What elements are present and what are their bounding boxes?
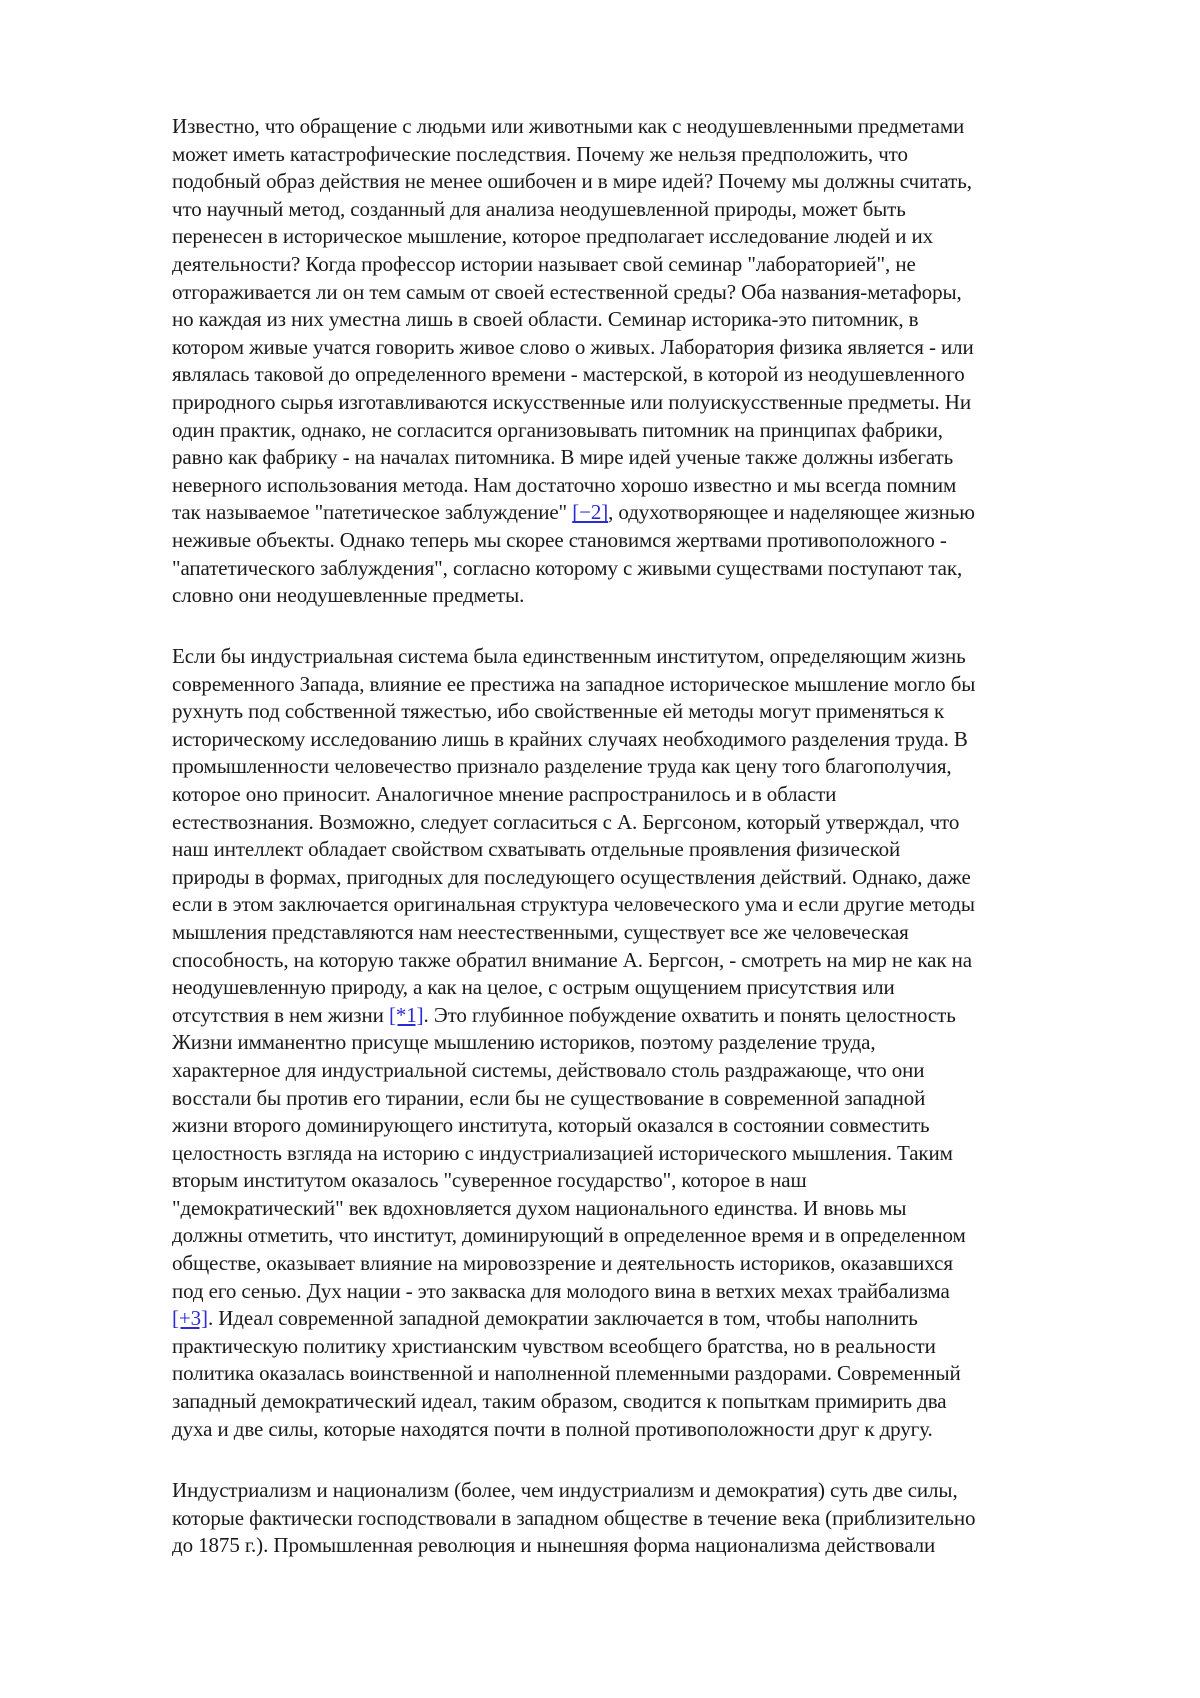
text-segment: подобный образ действия не менее ошибочен и в мире идей? Почему мы должны считать, (172, 169, 972, 193)
text-segment: Жизни имманентно присуще мышлению историков, поэтому разделение труда, (172, 1030, 876, 1054)
text-segment: "демократический" век вдохновляется духом национального единства. И вновь мы (172, 1196, 906, 1220)
text-line (172, 781, 1132, 809)
text-segment: Индустриализм и национализм (более, чем индустриализм и демократия) суть две силы, (172, 1478, 958, 1502)
text-line (172, 1057, 1132, 1085)
text-line (172, 643, 1132, 671)
text-segment: современного Запада, влияние ее престижа на западное историческое мышление могло бы (172, 672, 975, 696)
text-segment: должны отметить, что институт, доминирующий в определенное время и в определенном (172, 1223, 966, 1247)
text-line (172, 698, 1132, 726)
text-segment: под его сенью. Дух нации - это закваска для молодого вина в ветхих мехах трайбализма (172, 1279, 950, 1303)
footnote-link[interactable]: [−2] (572, 500, 608, 524)
text-line (172, 947, 1132, 975)
text-line (172, 836, 1132, 864)
text-line (172, 527, 1132, 555)
text-segment: может иметь катастрофические последствия. Почему же нельзя предположить, что (172, 142, 908, 166)
text-line (172, 974, 1132, 1002)
text-segment: словно они неодушевленные предметы. (172, 583, 524, 607)
text-line (172, 1305, 1132, 1333)
text-line (172, 141, 1132, 169)
text-segment: неверного использования метода. Нам достаточно хорошо известно и мы всегда помним (172, 473, 956, 497)
text-line (172, 726, 1132, 754)
footnote-link[interactable]: [*1] (389, 1003, 424, 1027)
text-segment: вторым институтом оказалось "суверенное государство", которое в наш (172, 1168, 807, 1192)
text-line (172, 1360, 1132, 1388)
text-segment: отсутствия в нем жизни (172, 1003, 389, 1027)
text-segment: если в этом заключается оригинальная структура человеческого ума и если другие методы (172, 892, 975, 916)
text-segment: западный демократический идеал, таким образом, сводится к попыткам примирить два (172, 1389, 946, 1413)
text-segment: один практик, однако, не согласится организовывать питомник на принципах фабрики, (172, 418, 943, 442)
text-segment: промышленности человечество признало разделение труда как цену того благополучия, (172, 754, 952, 778)
text-segment: природного сырья изготавливаются искусственные или полуискусственные предметы. Ни (172, 390, 971, 414)
text-segment: "апатетического заблуждения", согласно которому с живыми существами поступают так, (172, 556, 962, 580)
text-segment: равно как фабрику - на началах питомника. В мире идей ученые также должны избегать (172, 445, 953, 469)
text-line (172, 1416, 1132, 1444)
text-line (172, 334, 1132, 362)
paragraph (172, 1477, 1132, 1560)
paragraph (172, 113, 1132, 610)
text-segment: так называемое "патетическое заблуждение" (172, 500, 572, 524)
text-line (172, 279, 1132, 307)
text-segment: до 1875 г.). Промышленная революция и нынешняя форма национализма действовали (172, 1533, 935, 1557)
text-segment: , одухотворяющее и наделяющее жизнью (608, 500, 975, 524)
text-line (172, 1388, 1132, 1416)
text-segment: природы в формах, пригодных для последующего осуществления действий. Однако, даже (172, 865, 971, 889)
text-line (172, 168, 1132, 196)
text-line (172, 251, 1132, 279)
text-line (172, 864, 1132, 892)
text-line (172, 809, 1132, 837)
text-segment: неживые объекты. Однако теперь мы скорее становимся жертвами противоположного - (172, 528, 947, 552)
text-line (172, 753, 1132, 781)
text-line (172, 223, 1132, 251)
paragraph (172, 643, 1132, 1443)
text-line (172, 1195, 1132, 1223)
text-segment: рухнуть под собственной тяжестью, ибо свойственные ей методы могут применяться к (172, 699, 944, 723)
text-line (172, 1085, 1132, 1113)
text-segment: способность, на которую также обратил внимание А. Бергсон, - смотреть на мир не как на (172, 948, 972, 972)
text-line (172, 555, 1132, 583)
text-segment: целостность взгляда на историю с индустриализацией исторического мышления. Таким (172, 1141, 953, 1165)
text-line (172, 196, 1132, 224)
footnote-link[interactable]: [+3] (172, 1306, 208, 1330)
text-line (172, 444, 1132, 472)
text-segment: естествознания. Возможно, следует согласиться с А. Бергсоном, который утверждал, что (172, 810, 959, 834)
text-segment: мышления представляются нам неестественными, существует все же человеческая (172, 920, 909, 944)
text-segment: являлась таковой до определенного времени - мастерской, в которой из неодушевленного (172, 362, 965, 386)
text-line (172, 1477, 1132, 1505)
text-segment: характерное для индустриальной системы, действовало столь раздражающе, что они (172, 1058, 924, 1082)
text-segment: . Это глубинное побуждение охватить и понять целостность (424, 1003, 956, 1027)
text-segment: жизни второго доминирующего института, который оказался в состоянии совместить (172, 1113, 930, 1137)
text-line (172, 891, 1132, 919)
text-segment: духа и две силы, которые находятся почти в полной противоположности друг к другу. (172, 1417, 933, 1441)
text-segment: обществе, оказывает влияние на мировоззрение и деятельность историков, оказавшихся (172, 1251, 953, 1275)
text-line (172, 306, 1132, 334)
text-line (172, 499, 1132, 527)
text-segment: практическую политику христианским чувством всеобщего братства, но в реальности (172, 1334, 936, 1358)
text-segment: отгораживается ли он тем самым от своей естественной среды? Оба названия-метафоры, (172, 280, 962, 304)
text-segment: Известно, что обращение с людьми или животными как с неодушевленными предметами (172, 114, 964, 138)
text-line (172, 582, 1132, 610)
text-line (172, 113, 1132, 141)
text-line (172, 1140, 1132, 1168)
text-line (172, 1002, 1132, 1030)
text-line (172, 1167, 1132, 1195)
text-segment: неодушевленную природу, а как на целое, с острым ощущением присутствия или (172, 975, 895, 999)
text-segment: . Идеал современной западной демократии заключается в том, чтобы наполнить (208, 1306, 918, 1330)
text-line (172, 472, 1132, 500)
text-segment: наш интеллект обладает свойством схватывать отдельные проявления физической (172, 837, 900, 861)
document-page (0, 0, 1200, 1698)
text-segment: деятельности? Когда профессор истории называет свой семинар "лабораторией", не (172, 252, 916, 276)
text-line (172, 1333, 1132, 1361)
text-line (172, 1112, 1132, 1140)
text-segment: Если бы индустриальная система была единственным институтом, определяющим жизнь (172, 644, 966, 668)
text-segment: политика оказалась воинственной и наполненной племенными раздорами. Современный (172, 1361, 961, 1385)
text-line (172, 417, 1132, 445)
text-line (172, 671, 1132, 699)
text-line (172, 1250, 1132, 1278)
text-line (172, 361, 1132, 389)
text-line (172, 1532, 1132, 1560)
text-segment: которые фактически господствовали в западном обществе в течение века (приблизительно (172, 1506, 975, 1530)
text-line (172, 1505, 1132, 1533)
text-line (172, 919, 1132, 947)
text-segment: котором живые учатся говорить живое слово о живых. Лаборатория физика является - или (172, 335, 974, 359)
text-line (172, 389, 1132, 417)
text-line (172, 1278, 1132, 1306)
text-segment: перенесен в историческое мышление, которое предполагает исследование людей и их (172, 224, 933, 248)
text-segment: которое оно приносит. Аналогичное мнение распространилось и в области (172, 782, 836, 806)
text-segment: что научный метод, созданный для анализа неодушевленной природы, может быть (172, 197, 906, 221)
text-line (172, 1222, 1132, 1250)
text-line (172, 1029, 1132, 1057)
text-segment: восстали бы против его тирании, если бы не существование в современной западной (172, 1086, 925, 1110)
text-segment: но каждая из них уместна лишь в своей области. Семинар историка-это питомник, в (172, 307, 918, 331)
text-segment: историческому исследованию лишь в крайних случаях необходимого разделения труда. В (172, 727, 968, 751)
